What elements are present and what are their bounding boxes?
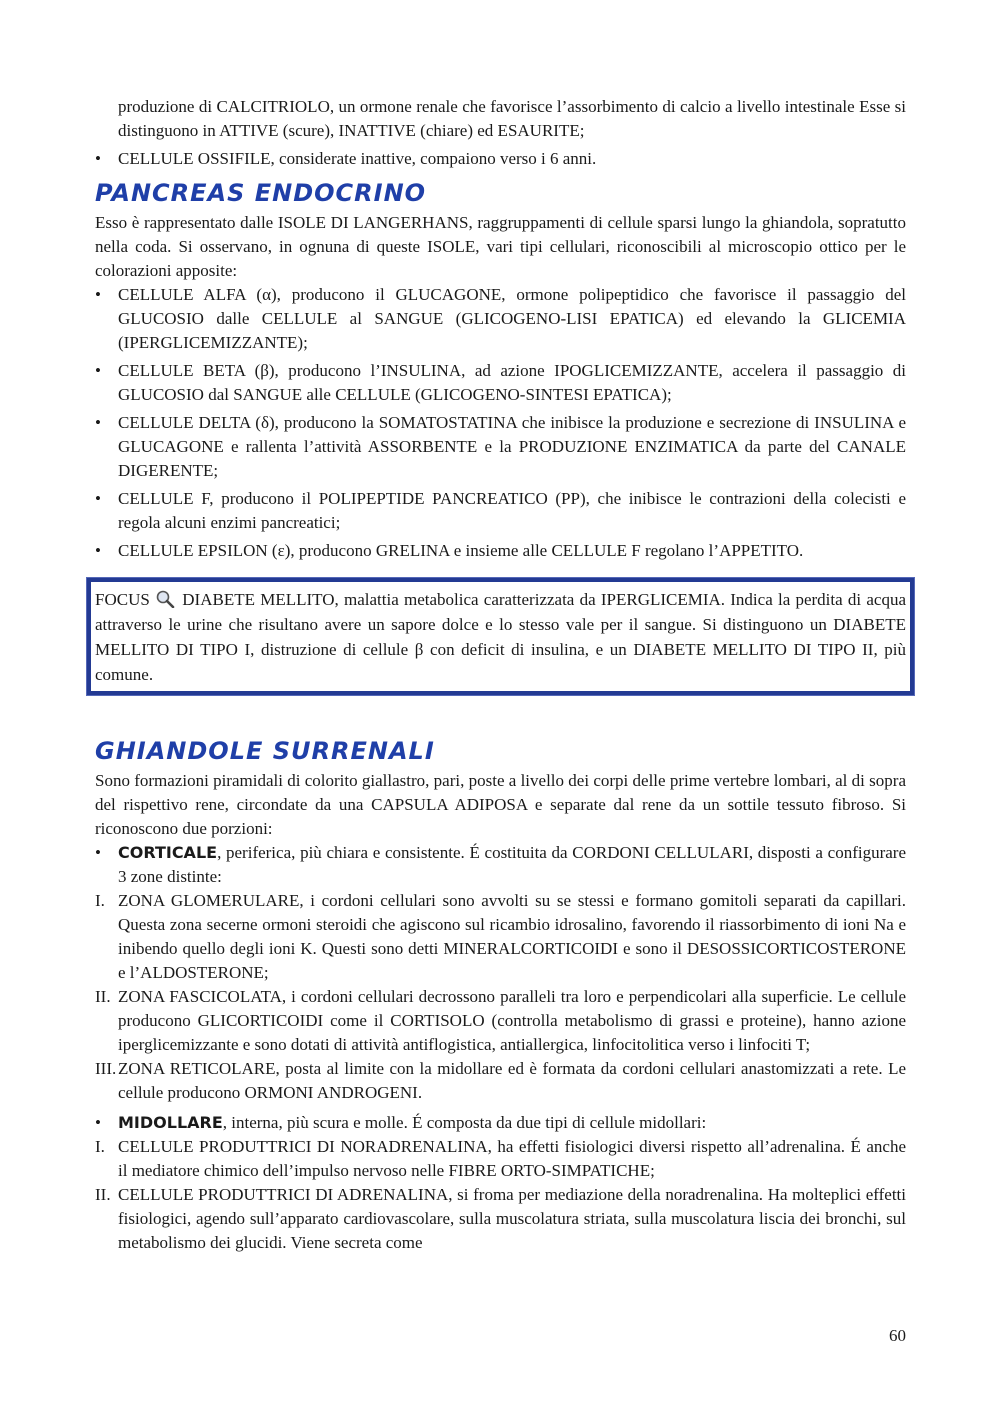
bullet-icon xyxy=(95,487,107,511)
section-title-pancreas: PANCREAS ENDOCRINO xyxy=(95,179,427,207)
focus-text: FOCUS DIABETE MELLITO, malattia metabolica caratterizzata da IPERGLICEMIA. Indica la perdita di acqua attraverso le urine che risultano avere un sapore dolce e lo stesso vale per il sangue. Si distinguono un DIABETE MELLITO DI TIPO I, distruzione di cellule β con deficit di insulina, e un DIABETE MELLITO DI TIPO II, più comune. xyxy=(95,590,906,684)
corticale-term: CORTICALE xyxy=(118,843,218,862)
bullet-icon xyxy=(95,539,107,563)
bullet-icon xyxy=(95,841,107,865)
list-item-midollare: • MIDOLLARE, interna, più scura e molle. É composta da due tipi di cellule midollari: xyxy=(95,1111,906,1135)
list-item: • CELLULE F, producono il POLIPEPTIDE PANCREATICO (PP), che inibisce le contrazioni della colecisti e regola alcuni enzimi pancreatici; xyxy=(95,487,906,535)
ordered-item: I. CELLULE PRODUTTRICI DI NORADRENALINA, ha effetti fisiologici diversi rispetto all’adrenalina. É anche il mediatore chimico dell’impulso nervoso nelle FIBRE ORTO-SIMPATICHE; xyxy=(95,1137,906,1180)
ordered-item: II. ZONA FASCICOLATA, i cordoni cellulari decrossono paralleli tra loro e perpendicolari alla superficie. Le cellule producono GLICORTICOIDI come il CORTISOLO (controlla metabolismo di grassi e proteine), hanno azione iperglicemizzante e sono dotati di attività antiflogistica, antiallergica, linfocitolitica verso i linfociti T; xyxy=(95,987,906,1054)
section-title-surrenali: GHIANDOLE SURRENALI xyxy=(95,737,435,765)
ordered-item: II. CELLULE PRODUTTRICI DI ADRENALINA, si froma per mediazione della noradrenalina. Ha molteplici effetti fisiologici, agendo sull’apparato cardiovascolare, sulla muscolatura striata, sulla muscolatura liscia dei bronchi, sul metabolismo dei glucidi. Viene secreta come xyxy=(95,1185,906,1252)
list-item-corticale: • CORTICALE, periferica, più chiara e consistente. É costituita da CORDONI CELLULARI, disposti a configurare 3 zone distinte: xyxy=(95,841,906,889)
list-item: • CELLULE DELTA (δ), producono la SOMATOSTATINA che inibisce la produzione e secrezione di INSULINA e GLUCAGONE e rallenta l’attività ASSORBENTE e la PRODUZIONE ENZIMATICA da parte del CANALE DIGERENTE; xyxy=(95,411,906,483)
ordered-item: I. ZONA GLOMERULARE, i cordoni cellulari sono avvolti su se stessi e formano gomitoli separati da capillari. Questa zona secerne ormoni steroidi che agiscono sul ricambio idrosalino, favorendo il riassorbimento di ioni Na e inibendo quello degli ioni K. Questi sono detti MINERALCORTICOIDI e sono il DESOSSICORTICOSTERONE e l’ALDOSTERONE; xyxy=(95,891,906,982)
bullet-icon xyxy=(95,359,107,383)
surrenali-intro: Sono formazioni piramidali di colorito giallastro, pari, poste a livello dei corpi delle prime vertebre lombari, al di sopra del rispettivo rene, circondate da una CAPSULA ADIPOSA e separate dal rene da un sottile tessuto fibroso. Si riconoscono due porzioni: xyxy=(95,771,906,838)
page-content xyxy=(95,95,906,1255)
midollare-term: MIDOLLARE xyxy=(118,1113,223,1132)
bullet-icon xyxy=(95,283,107,307)
list-item: • CELLULE EPSILON (ε), producono GRELINA e insieme alle CELLULE F regolano l’APPETITO. xyxy=(95,539,906,563)
focus-box xyxy=(87,578,914,695)
bullet-icon xyxy=(95,1111,107,1135)
pancreas-intro: Esso è rappresentato dalle ISOLE DI LANGERHANS, raggruppamenti di cellule sparsi lungo la ghiandola, sopratutto nella coda. Si osservano, in ognuna di queste ISOLE, vari tipi cellulari, riconoscibili al microscopio ottico per le colorazioni apposite: xyxy=(95,213,906,280)
magnifier-icon xyxy=(155,590,177,608)
list-item: • CELLULE OSSIFILE, considerate inattive, compaiono verso i 6 anni. xyxy=(95,147,906,171)
page-number: 60 xyxy=(889,1326,906,1345)
bullet-icon xyxy=(95,411,107,435)
focus-label: FOCUS xyxy=(95,590,150,609)
list-item: • CELLULE BETA (β), producono l’INSULINA, ad azione IPOGLICEMIZZANTE, accelera il passaggio di GLUCOSIO dal SANGUE alle CELLULE (GLICOGENO-SINTESI EPATICA); xyxy=(95,359,906,407)
bullet-icon xyxy=(95,147,107,171)
continuation-paragraph: produzione di CALCITRIOLO, un ormone renale che favorisce l’assorbimento di calcio a livello intestinale Esse si distinguono in ATTIVE (scure), INATTIVE (chiare) ed ESAURITE; xyxy=(118,97,906,140)
ordered-item: III. ZONA RETICOLARE, posta al limite con la midollare ed è formata da cordoni cellulari anastomizzati a rete. Le cellule producono ORMONI ANDROGENI. xyxy=(95,1059,906,1102)
list-item: • CELLULE ALFA (α), producono il GLUCAGONE, ormone polipeptidico che favorisce il passaggio del GLUCOSIO dalle CELLULE al SANGUE (GLICOGENO-LISI EPATICA) ed elevando la GLICEMIA (IPERGLICEMIZZANTE); xyxy=(95,283,906,355)
